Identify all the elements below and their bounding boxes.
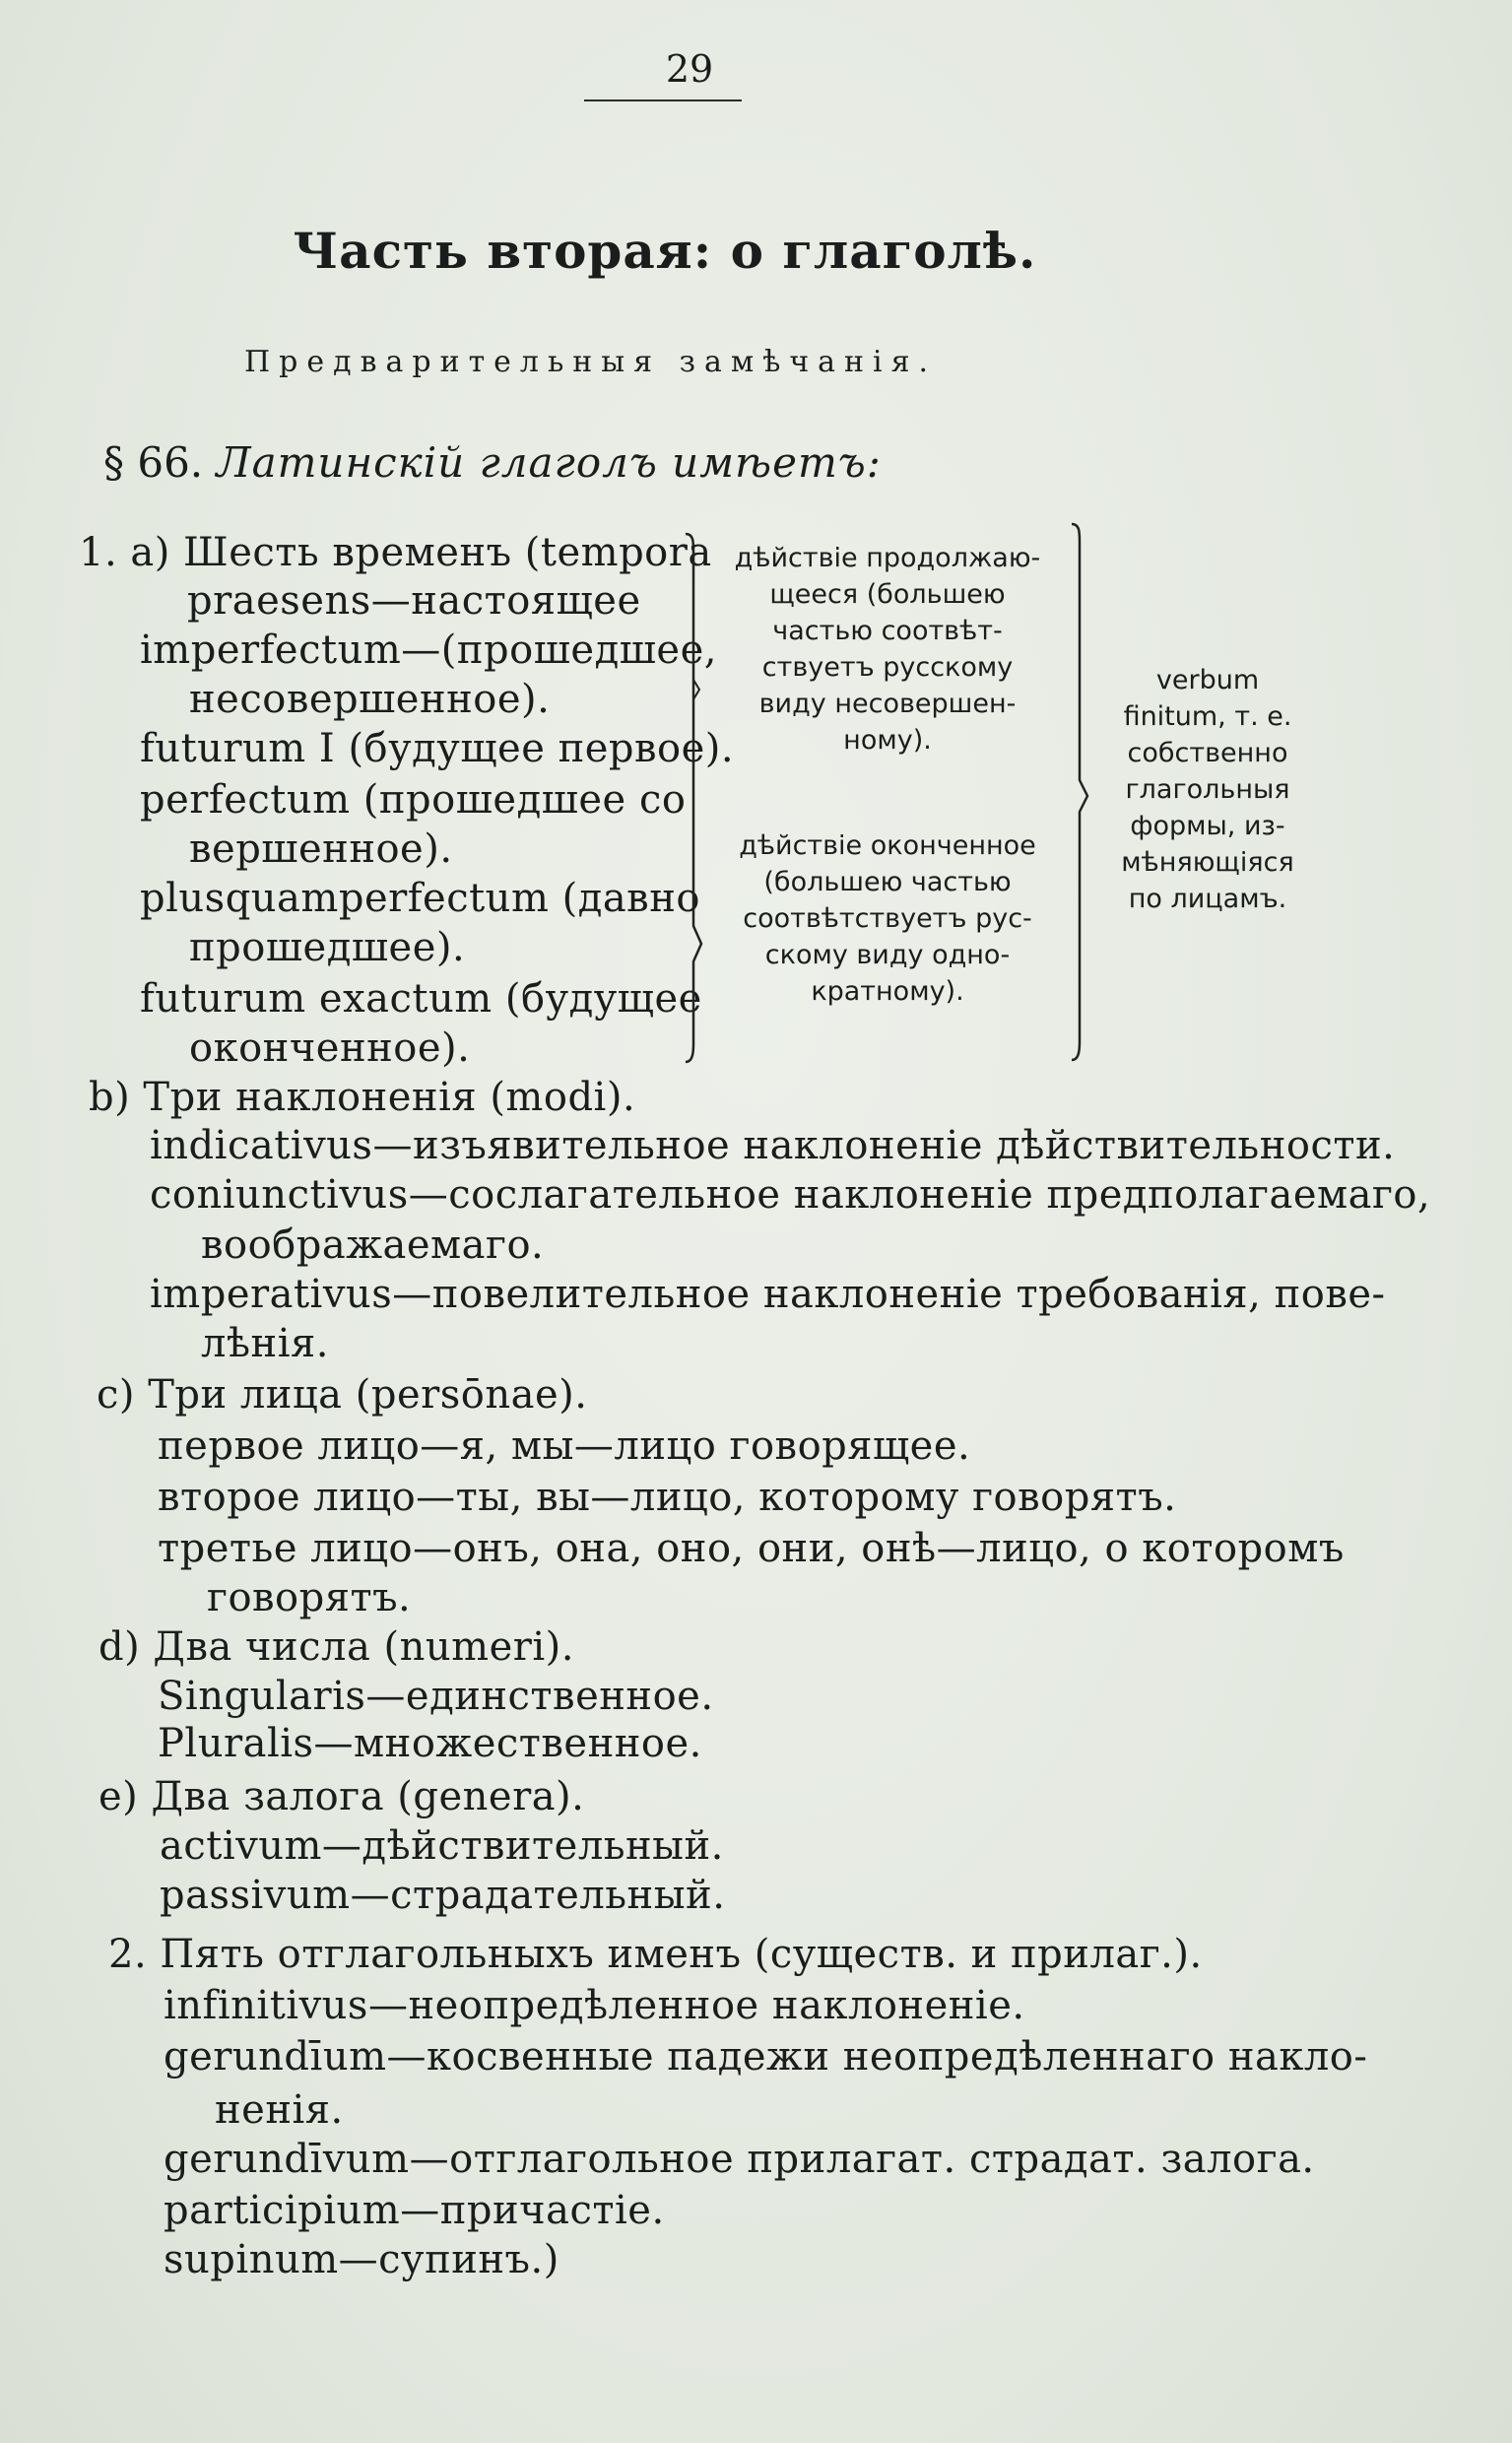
note-line: щееся (большею [769,579,1006,610]
chapter-title: Часть вторая: о глаголѣ. [293,222,1037,280]
section-heading [103,438,882,487]
tenses-line: 1. а) Шесть временъ (tempora [79,530,712,575]
body-line: первое лицо—я, мы—лицо говорящее. [158,1423,971,1469]
body-line: imperativus—повелительное наклоненіе требованія, пове- [150,1272,1386,1317]
body-line: gerundīum—косвенные падежи неопредѣленнаго накло- [164,2034,1368,2080]
body-line: b) Три наклоненія (modi). [89,1075,636,1120]
body-line: indicativus—изъявительное наклоненіе дѣйствительности. [150,1123,1396,1168]
note-line: verbum [1155,665,1260,695]
body-line: лѣнія. [201,1321,329,1366]
note-line: соотвѣтствуетъ рус- [743,903,1032,934]
note-line: глагольныя [1125,774,1290,805]
note-line: частью соотвѣт- [772,616,1003,646]
body-line: supinum—супинъ.) [164,2237,559,2282]
tenses-line: praesens—настоящее [187,578,641,624]
chapter-subtitle: Предварительныя замѣчанія. [244,345,938,379]
note-line: виду несовершен- [758,689,1017,719]
note-line: (большею частью [763,867,1012,897]
body-line: говорятъ. [207,1575,412,1620]
right-brace [1070,522,1089,1062]
body-line: 2. Пять отглагольныхъ именъ (существ. и прилаг.). [108,1932,1203,1977]
body-line: воображаемаго. [201,1222,545,1268]
tenses-line: futurum I (будущее первое). [140,726,735,771]
tenses-line: perfectum (прошедшее со [140,777,687,823]
tenses-line: прошедшее). [189,925,466,970]
body-line: gerundīvum—отглагольное прилагат. страдат. залога. [164,2137,1315,2182]
body-line: Pluralis—множественное. [158,1721,702,1766]
body-line: activum—дѣйствительный. [160,1823,724,1869]
page-number: 29 [665,47,714,91]
body-line: passivum—страдательный. [160,1873,726,1918]
note-line: дѣйствіе оконченное [739,830,1036,861]
note-line: дѣйствіе продолжаю- [734,543,1041,573]
tenses-line: несовершенное). [189,677,551,722]
body-line: третье лицо—онъ, она, оно, они, онѣ—лицо, о которомъ [158,1526,1345,1571]
note-line: по лицамъ. [1128,884,1287,914]
body-line: Singularis—единственное. [158,1674,714,1719]
section-number: § 66. [103,438,204,487]
body-line: второе лицо—ты, вы—лицо, которому говорятъ. [158,1475,1177,1520]
body-line: d) Два числа (numeri). [99,1624,574,1670]
note-line: finitum, т. е. [1123,701,1292,732]
body-line: e) Два залога (genera). [99,1774,585,1819]
tenses-line: вершенное). [189,826,453,872]
note-line: скому виду одно- [764,940,1011,970]
tenses-line: imperfectum—(прошедшее, [140,627,717,673]
note-line: кратному). [811,976,964,1007]
section-title: Латинскій глаголъ имѣетъ: [216,438,882,487]
note-completed [705,827,1070,1010]
left-brace [684,532,703,1064]
note-verbum-finitum [1089,662,1326,917]
page-number-rule [584,99,742,101]
body-line: c) Три лица (persōnae). [97,1372,588,1418]
tenses-line: plusquamperfectum (давно [140,876,700,921]
note-line: ному). [843,725,932,756]
note-line: формы, из- [1130,811,1285,841]
body-line: participium—причастіе. [164,2188,665,2233]
note-continuous [705,540,1070,759]
note-line: ствуетъ русскому [761,652,1014,683]
body-line: ненія. [215,2087,344,2133]
note-line: собственно [1127,738,1288,768]
body-line: infinitivus—неопредѣленное наклоненіе. [164,1983,1025,2028]
note-line: мѣняющіяся [1121,847,1294,878]
tenses-line: futurum exactum (будущее [140,976,702,1022]
tenses-line: оконченное). [189,1025,471,1071]
body-line: coniunctivus—сослагательное наклоненіе предполагаемаго, [150,1172,1431,1218]
